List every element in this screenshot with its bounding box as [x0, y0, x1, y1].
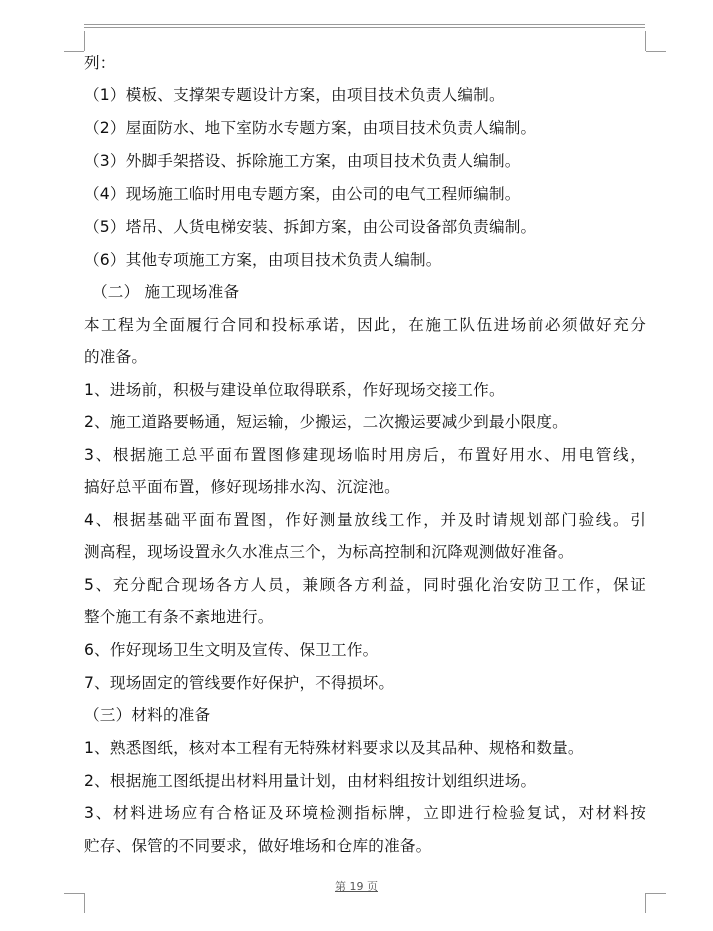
- crop-mark: [645, 893, 646, 913]
- header-rule: [84, 24, 645, 25]
- body-line: 搞好总平面布置，修好现场排水沟、沉淀池。: [84, 478, 400, 496]
- list-item: 4、根据基础平面布置图，作好测量放线工作，并及时请规划部门验线。引: [84, 511, 646, 529]
- body-line: 的准备。: [84, 348, 148, 366]
- section-heading: （二） 施工现场准备: [92, 283, 240, 301]
- list-item: 3、材料进场应有合格证及环境检测指标牌，立即进行检验复试，对材料按: [84, 804, 646, 822]
- list-item: 7、现场固定的管线要作好保护，不得损坏。: [84, 674, 395, 692]
- body-line: 整个施工有条不紊地进行。: [84, 608, 274, 626]
- crop-mark: [64, 51, 84, 52]
- list-item: 1、进场前，积极与建设单位取得联系，作好现场交接工作。: [84, 381, 505, 399]
- list-item: （3）外脚手架搭设、拆除施工方案，由项目技术负责人编制。: [84, 152, 521, 170]
- crop-mark: [646, 51, 666, 52]
- body-line: 列：: [84, 54, 116, 72]
- crop-mark: [84, 893, 85, 913]
- list-item: （4）现场施工临时用电专题方案，由公司的电气工程师编制。: [84, 185, 521, 203]
- page-number: 第 19 页: [335, 880, 378, 893]
- section-heading: （三）材料的准备: [84, 706, 211, 724]
- list-item: （6）其他专项施工方案，由项目技术负责人编制。: [84, 251, 442, 269]
- list-item: 1、熟悉图纸，核对本工程有无特殊材料要求以及其品种、规格和数量。: [84, 739, 584, 757]
- crop-mark: [645, 31, 646, 51]
- header-rule: [84, 27, 645, 28]
- list-item: （1）模板、支撑架专题设计方案，由项目技术负责人编制。: [84, 86, 505, 104]
- crop-mark: [84, 31, 85, 51]
- body-line: 测高程，现场设置永久水准点三个，为标高控制和沉降观测做好准备。: [84, 543, 574, 561]
- list-item: 2、施工道路要畅通，短运输，少搬运，二次搬运要减少到最小限度。: [84, 413, 568, 431]
- list-item: 6、作好现场卫生文明及宣传、保卫工作。: [84, 641, 379, 659]
- body-line: 贮存、保管的不同要求，做好堆场和仓库的准备。: [84, 837, 432, 855]
- list-item: 5、充分配合现场各方人员，兼顾各方利益，同时强化治安防卫工作，保证: [84, 576, 646, 594]
- body-line: 本工程为全面履行合同和投标承诺，因此，在施工队伍进场前必须做好充分: [84, 316, 646, 334]
- list-item: 3、根据施工总平面布置图修建现场临时用房后，布置好用水、用电管线，: [84, 446, 646, 464]
- list-item: （2）屋面防水、地下室防水专题方案，由项目技术负责人编制。: [84, 119, 537, 137]
- list-item: （5）塔吊、人货电梯安装、拆卸方案，由公司设备部负责编制。: [84, 218, 537, 236]
- list-item: 2、根据施工图纸提出材料用量计划，由材料组按计划组织进场。: [84, 772, 537, 790]
